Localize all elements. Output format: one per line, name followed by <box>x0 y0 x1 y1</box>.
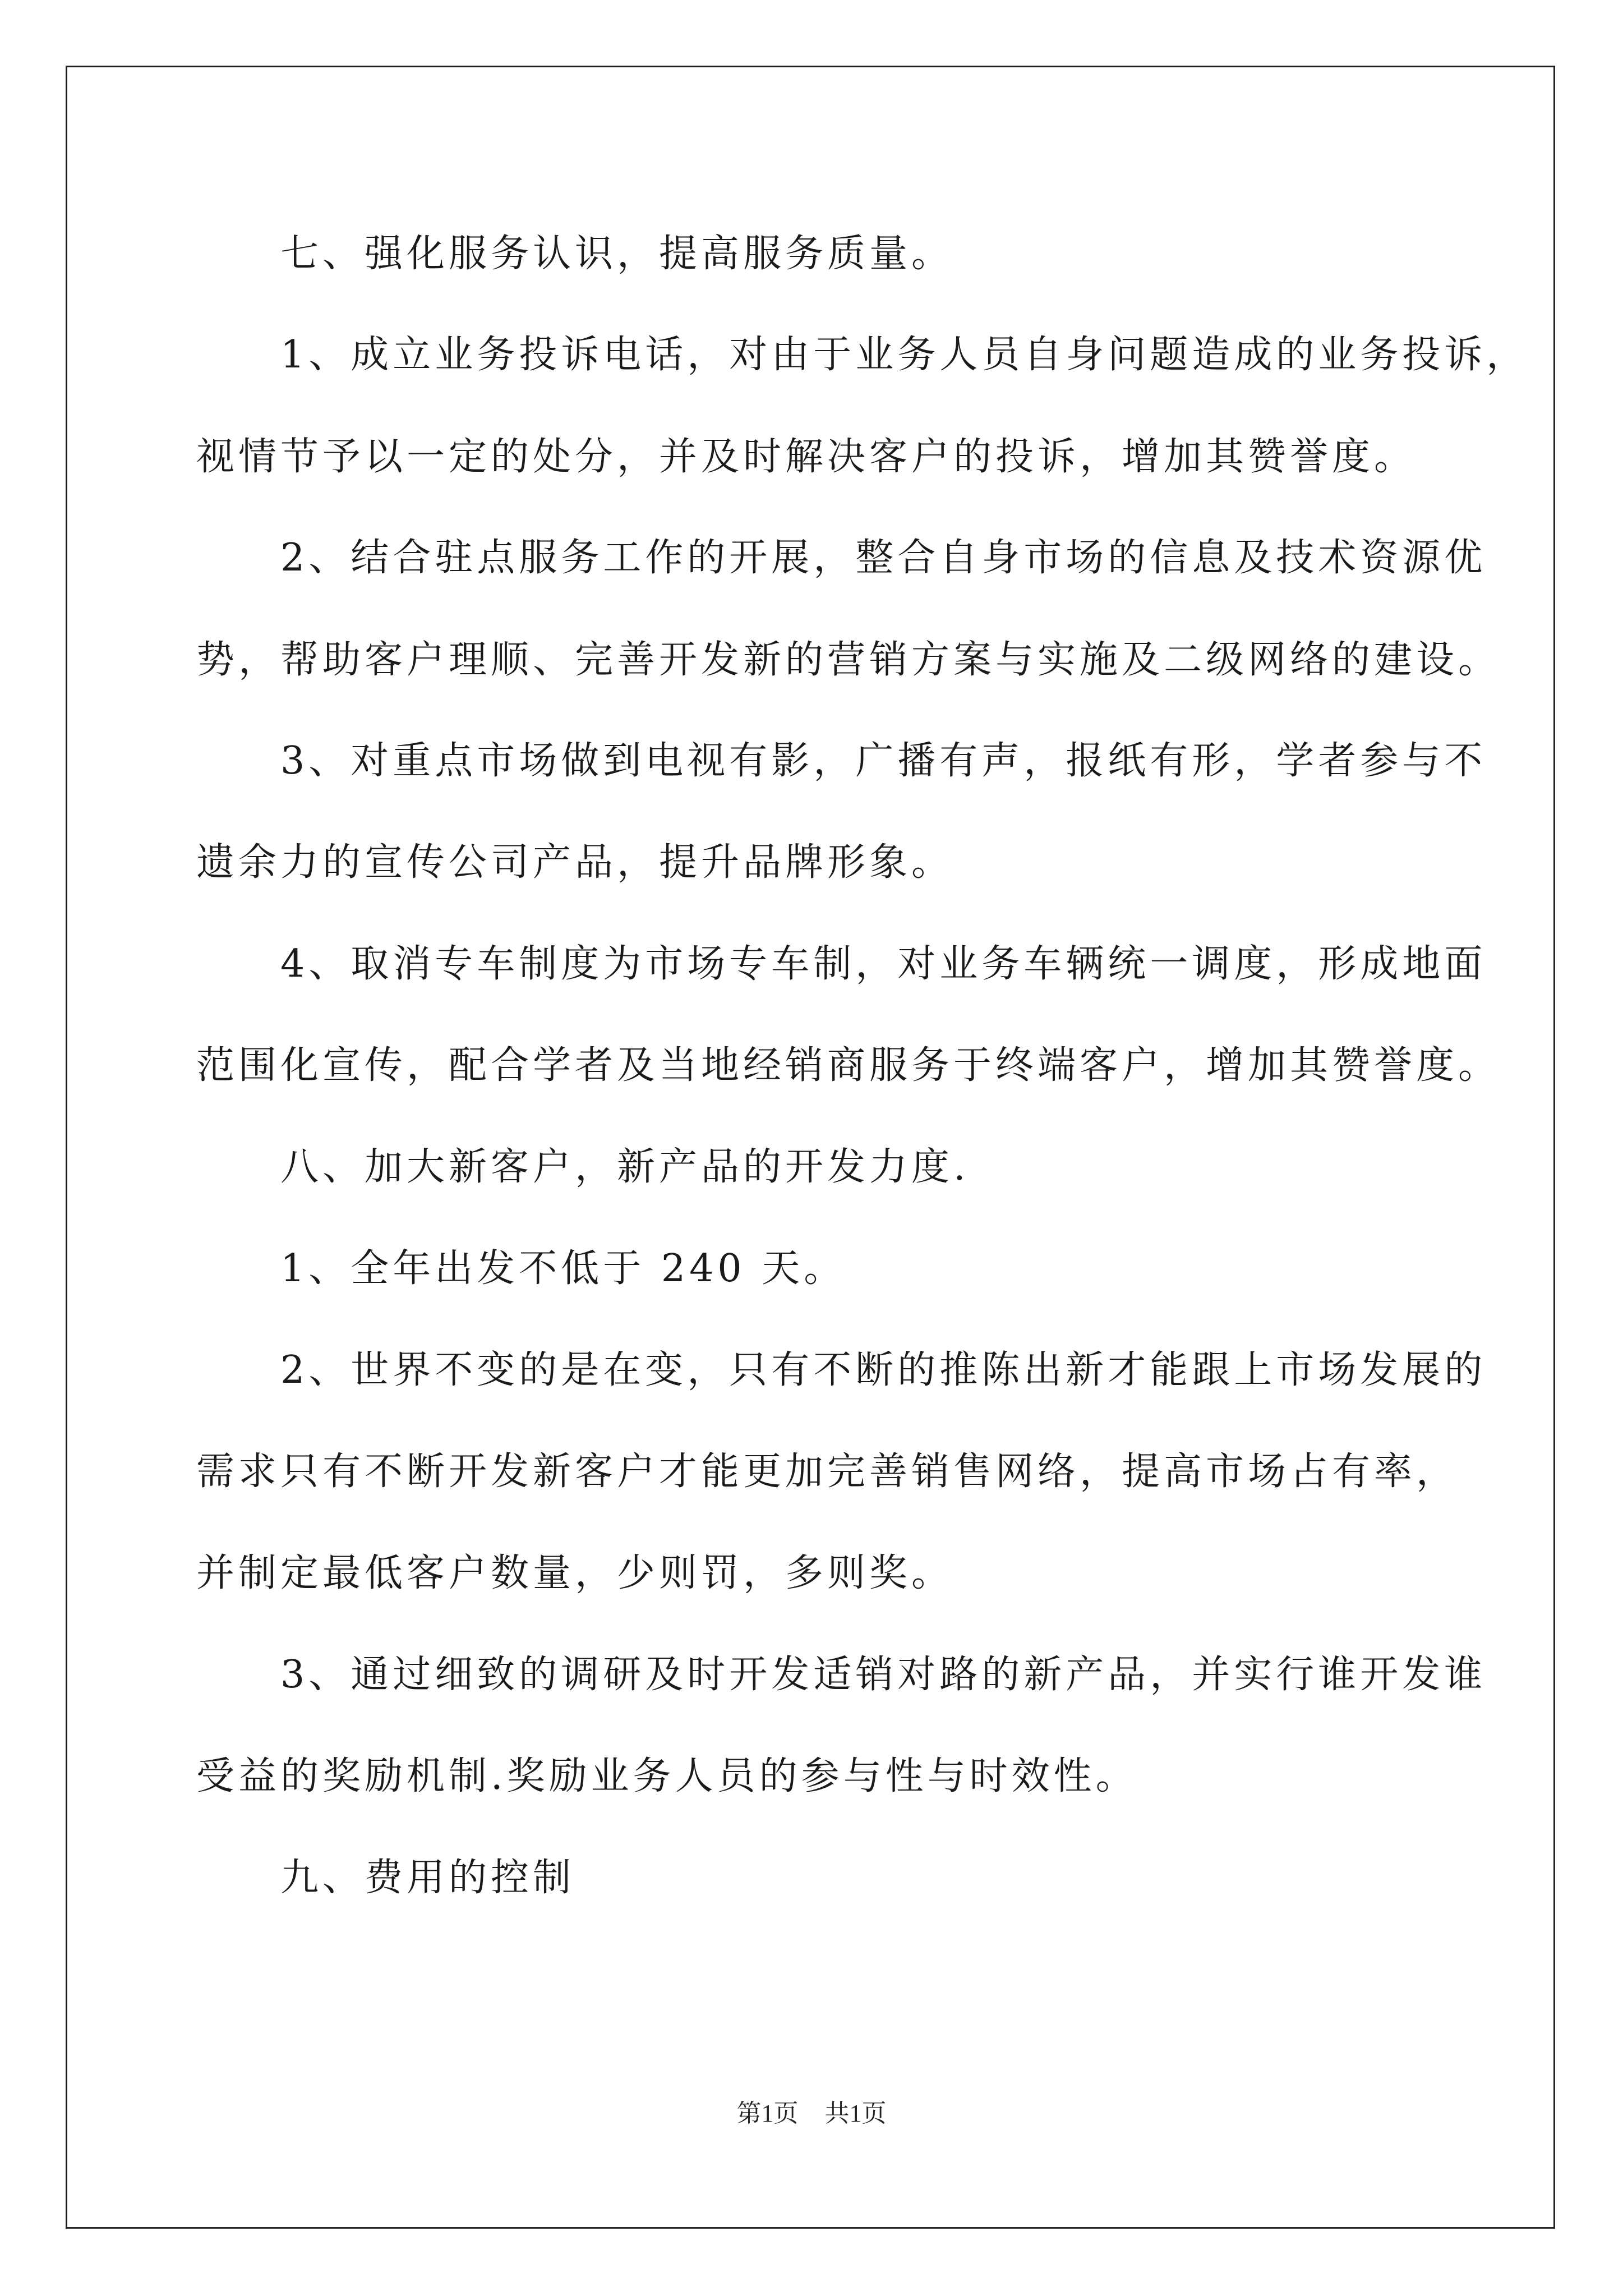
page-footer <box>0 2097 1623 2131</box>
paragraph-line: 范围化宣传，配合学者及当地经销商服务于终端客户，增加其赞誉度。 <box>196 1043 1501 1088</box>
paragraph-line: 势，帮助客户理顺、完善开发新的营销方案与实施及二级网络的建设。 <box>196 638 1501 682</box>
page-number-current: 第1页 <box>736 2100 799 2127</box>
paragraph-line: 1、成立业务投诉电话，对由于业务人员自身问题造成的业务投诉， <box>280 333 1529 377</box>
heading-section-8: 八、加大新客户，新产品的开发力度. <box>280 1145 970 1189</box>
paragraph-line: 4、取消专车制度为市场专车制，对业务车辆统一调度，形成地面 <box>280 942 1487 986</box>
paragraph-line: 2、世界不变的是在变，只有不断的推陈出新才能跟上市场发展的 <box>280 1348 1487 1392</box>
paragraph-line: 1、全年出发不低于 240 天。 <box>280 1246 846 1291</box>
paragraph-line: 并制定最低客户数量，少则罚，多则奖。 <box>196 1551 954 1595</box>
paragraph-line: 3、通过细致的调研及时开发适销对路的新产品，并实行谁开发谁 <box>280 1653 1487 1697</box>
heading-section-9: 九、费用的控制 <box>280 1856 575 1900</box>
heading-section-7: 七、强化服务认识，提高服务质量。 <box>280 232 954 276</box>
page-number-total: 共1页 <box>824 2100 887 2127</box>
paragraph-line: 3、对重点市场做到电视有影，广播有声，报纸有形，学者参与不 <box>280 739 1487 783</box>
paragraph-line: 2、结合驻点服务工作的开展，整合自身市场的信息及技术资源优 <box>280 536 1487 580</box>
paragraph-line: 需求只有不断开发新客户才能更加完善销售网络，提高市场占有率， <box>196 1450 1459 1494</box>
paragraph-line: 视情节予以一定的处分，并及时解决客户的投诉，增加其赞誉度。 <box>196 435 1417 479</box>
paragraph-line: 遗余力的宣传公司产品，提升品牌形象。 <box>196 840 954 885</box>
paragraph-line: 受益的奖励机制.奖励业务人员的参与性与时效性。 <box>196 1754 1138 1798</box>
